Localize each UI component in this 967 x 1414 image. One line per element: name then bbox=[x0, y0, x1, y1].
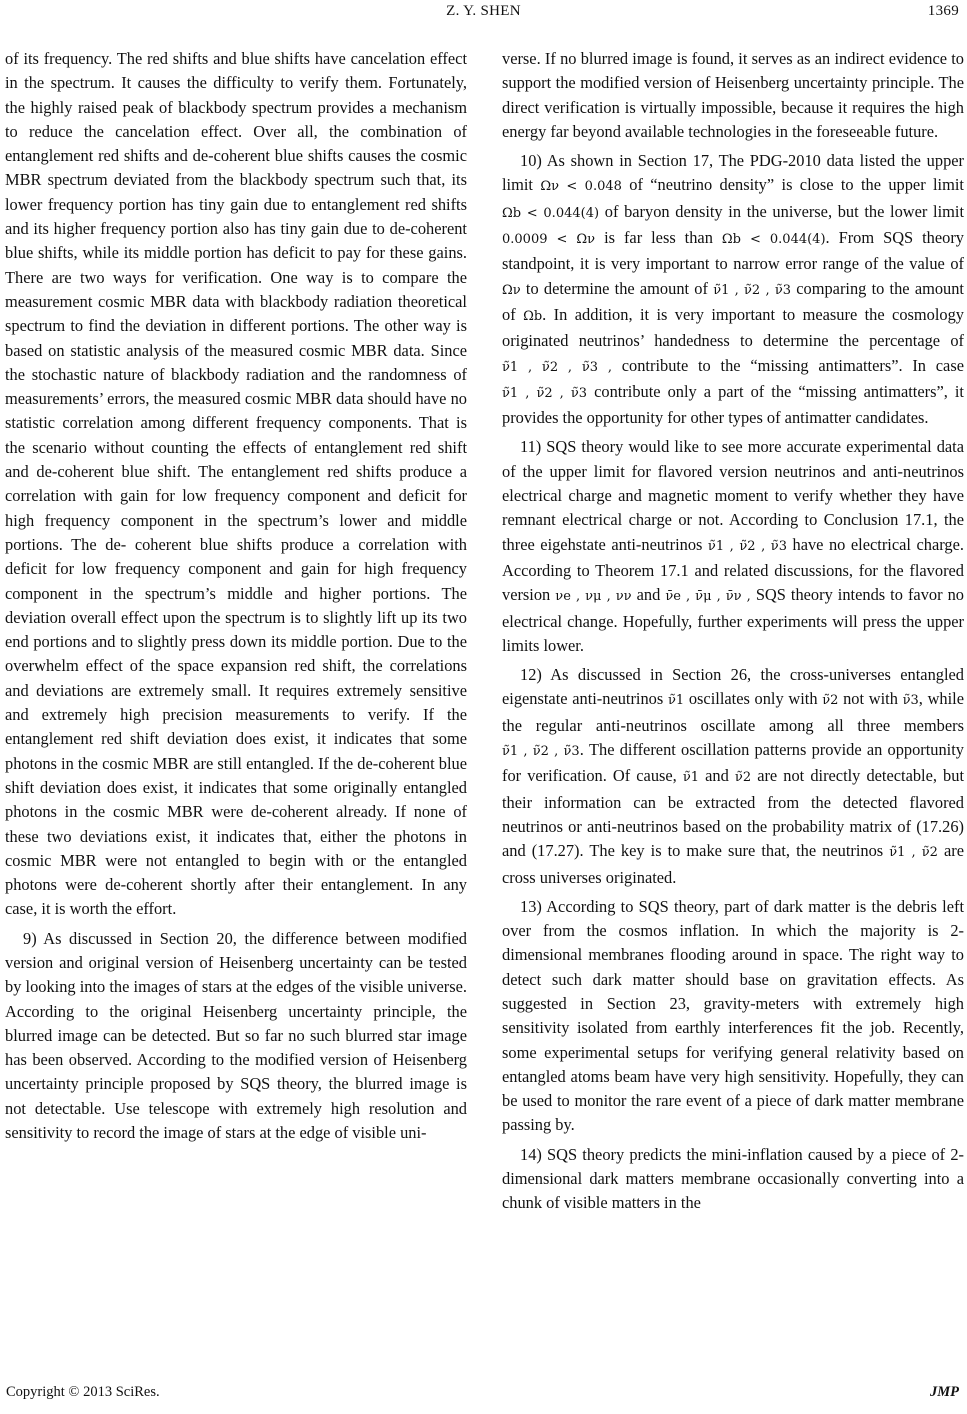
paragraph-item-9: 9) As discussed in Section 20, the difference between modified version and original version of Heisenberg uncertainty can be tested by looking into the images of stars at the edges of the visible universe. According to the original Heisenberg uncertainty principle, the blurred image can be detected. But so far no such blurred star image has been observed. According to the modified version of Heisenberg uncertainty principle proposed by SQS theory, the blurred image is not detectable. Use telescope with extremely high resolution and sensitivity to record the image of stars at the edge of visible uni- bbox=[5, 928, 467, 1143]
math-nu-3: ν̃3 bbox=[902, 693, 919, 709]
right-column bbox=[502, 47, 964, 1216]
math-antineutrinos: ν̃1 , ν̃2 , ν̃3 bbox=[713, 282, 792, 298]
math-nu-1: ν̃1 bbox=[667, 693, 685, 709]
math-omega-nu-limit: Ων < 0.048 bbox=[540, 179, 622, 195]
math-nu-1b: ν̃1 bbox=[682, 770, 700, 786]
math-omega-b-limit-2: Ωb < 0.044(4) bbox=[721, 232, 826, 248]
math-nu-all: ν̃1 , ν̃2 , ν̃3 bbox=[502, 744, 580, 760]
math-omega-b-limit: Ωb < 0.044(4) bbox=[502, 205, 600, 221]
math-antineutrinos-2: ν̃1 , ν̃2 , ν̃3 , bbox=[502, 359, 612, 375]
paragraph-item-13: 13) According to SQS theory, part of dark matter is the debris left over from the cosmos inflation. In which the majority is 2-dimensional membranes flooding around in space. The right way to detect such dark matter should base on gravitation effects. As suggested in Section 23, gravity-meters with extremely high sensitivity isolated from earthly interferences fit the job. Recently, some experimental setups for verifying general relativity based on entangled atoms beam have very high sensitivity. Hopefully, they can be used to monitor the rare event of a piece of dark matter membrane passing by. bbox=[502, 896, 964, 1135]
copyright-notice: Copyright © 2013 SciRes. bbox=[6, 1384, 160, 1400]
math-nu-2b: ν̃2 bbox=[734, 770, 752, 786]
math-omega-nu-lower: 0.0009 < Ων bbox=[502, 232, 596, 248]
math-flavored-antineutrinos: ν̄e , ν̄μ , ν̄ν , bbox=[665, 589, 751, 605]
math-nu-1-2: ν̃1 , ν̃2 bbox=[889, 845, 938, 861]
math-flavored-neutrinos: νe , νμ , νν bbox=[555, 589, 632, 605]
math-omega-nu: Ων bbox=[502, 282, 521, 298]
math-eigenstate-antineutrinos: ν̃1 , ν̃2 , ν̃3 bbox=[707, 538, 787, 554]
running-head-author: Z. Y. SHEN bbox=[446, 3, 521, 19]
journal-abbreviation: JMP bbox=[930, 1384, 959, 1400]
paragraph-continued: of its frequency. The red shifts and blue shifts have cancelation effect in the spectrum. It causes the difficulty to verify them. Fortunately, the highly raised peak of blackbody spectrum provides a mechanism to reduce the cancelation effect. Over all, the combination of entanglement red shifts and de-coherent blue shifts causes the cosmic MBR spectrum deviated from the blackbody spectrum such that, its lower frequency portion has tiny gain due to entanglement red shifts and its higher frequency portion also has tiny gain due to de-coherent blue shifts, while its middle portion has deficit to pay for these gains. There are two ways for verification. One way is to compare the measurement cosmic MBR data with blackbody radiation theoretical spectrum to find the deviation in different portions. The other way is based on statistic analysis of the measured cosmic MBR data. Since the stochastic nature of blackbody radiation and the randomness of measurements’ errors, the measured cosmic MBR data should have no statistic correlation among different frequency components. That is the scenario without counting the effects of entanglement red shift and de-coherent blue shift. The entanglement red shifts produce a correlation with gain for low frequency component and deficit for high frequency component in the spectrum’s lower and middle portions. The de- coherent blue shifts produce a correlation with deficit for low frequency component and gain for high frequency component in the spectrum’s middle and higher portions. The deviation overall effect upon the spectrum is to slightly lift up its two end portions and to slightly press down its middle portion. Due to the overwhelm effect of the space expansion red shift, the correlations and deviations are extremely small. It requires extremely sensitive and extremely high precision measurements to verify. If the entanglement red shift deviation does exist, it indicates that some photons in the cosmic MBR are still entangled. If the de-coherent blue shift deviation does exist, it indicates that some originally entangled photons in the cosmic MBR were de-coherent already. If none of these two deviations exist, it indicates that, either the photons in cosmic MBR were not entangled to begin with or the entangled photons were de-coherent shortly after their entanglement. In any case, it is worth the effort. bbox=[5, 49, 467, 919]
paragraph-item-9-continued: verse. If no blurred image is found, it serves as an indirect evidence to support the modified version of Heisenberg uncertainty principle. The direct verification is virtually impossible, because it requires the high energy far beyond available technologies in the foreseeable future. bbox=[502, 49, 964, 141]
math-antineutrinos-3: ν̃1 , ν̃2 , ν̃3 bbox=[502, 385, 588, 401]
page-number: 1369 bbox=[927, 3, 959, 19]
page-footer bbox=[0, 1384, 967, 1408]
paragraph-item-12: 12) As discussed in Section 26, the cross-universes entangled eigenstate anti-neutrinos ν̃1 oscillates only with ν̃2 not with ν̃3, while the regular anti-neutrinos oscillate among all three members ν̃1 , ν̃2 , ν̃3. The different oscillation patterns provide an opportunity for verification. Of cause, ν̃1 and ν̃2 are not directly detectable, but their information can be extracted from the detected flavored neutrinos or anti-neutrinos based on the probability matrix of (17.26) and (17.27). The key is to make sure that, the neutrinos ν̃1 , ν̃2 are cross universes originated. bbox=[502, 665, 965, 887]
left-column bbox=[5, 47, 467, 1145]
paragraph-item-11: 11) SQS theory would like to see more accurate experimental data of the upper limit for flavored version neutrinos and anti-neutrinos electrical charge and magnetic moment to verify whether they have remnant electrical charge or not. According to Conclusion 17.1, the three eigehstate anti-neutrinos ν̃1 , ν̃2 , ν̃3 have no electrical charge. According to Theorem 17.1 and related discussions, for the flavored version νe , νμ , νν and ν̄e , ν̄μ , ν̄ν , SQS theory intends to favor no electrical change. Hopefully, further experiments will press the upper limits lower. bbox=[502, 437, 964, 655]
math-omega-b: Ωb bbox=[523, 308, 543, 324]
math-nu-2: ν̃2 bbox=[822, 693, 839, 709]
paragraph-item-10: 10) As shown in Section 17, The PDG-2010 data listed the upper limit Ων < 0.048 of “neutrino density” is close to the upper limit Ωb < 0.044(4) of baryon density in the universe, but the lower limit 0.0009 < Ων is far less than Ωb < 0.044(4). From SQS theory standpoint, it is very important to narrow error range of the value of Ων to determine the amount of ν̃1 , ν̃2 , ν̃3 comparing to the amount of Ωb. In addition, it is very important to measure the cosmology originated neutrinos’ handedness to determine the percentage of ν̃1 , ν̃2 , ν̃3 , contribute to the “missing antimatters”. In case ν̃1 , ν̃2 , ν̃3 contribute only a part of the “missing antimatters”, it provides the opportunity for other types of antimatter candidates. bbox=[502, 151, 965, 428]
paragraph-item-14: 14) SQS theory predicts the mini-inflation caused by a piece of 2-dimensional dark matters membrane occasionally converting into a chunk of visible matters in the bbox=[502, 1144, 964, 1213]
